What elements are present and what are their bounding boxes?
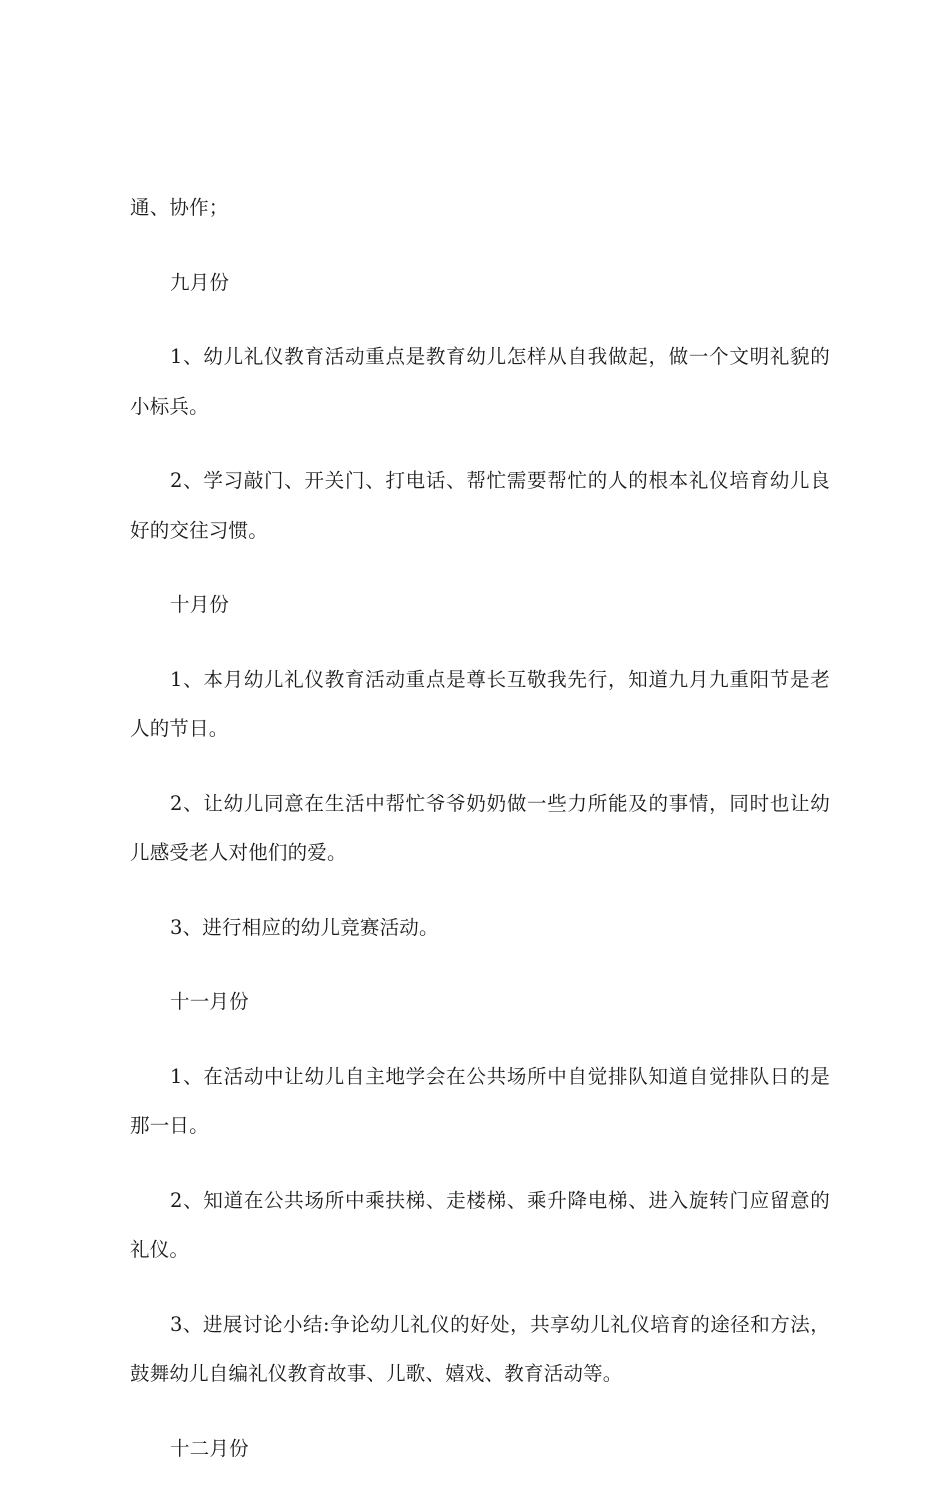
list-item: 2、学习敲门、开关门、打电话、帮忙需要帮忙的人的根本礼仪培育幼儿良好的交往习惯。 <box>130 469 830 542</box>
section-heading-december: 十二月份 <box>170 1436 249 1460</box>
list-item: 1、幼儿礼仪教育活动重点是教育幼儿怎样从自我做起，做一个文明礼貌的小标兵。 <box>130 345 830 418</box>
section-heading-november: 十一月份 <box>170 990 249 1013</box>
list-item: 2、让幼儿同意在生活中帮忙爷爷奶奶做一些力所能及的事情，同时也让幼儿感受老人对他们的爱。 <box>130 791 830 864</box>
list-item: 3、进展讨论小结:争论幼儿礼仪的好处，共享幼儿礼仪培育的途径和方法，鼓舞幼儿自编礼仪教育故事、儿歌、嬉戏、教育活动等。 <box>130 1312 830 1385</box>
list-item: 1、本月幼儿礼仪教育活动重点是尊长互敬我先行，知道九月九重阳节是老人的节日。 <box>130 667 830 740</box>
list-item: 1、在活动中让幼儿自主地学会在公共场所中自觉排队知道自觉排队日的是那一日。 <box>130 1064 830 1137</box>
document-body <box>130 183 830 1498</box>
list-item: 3、进行相应的幼儿竞赛活动。 <box>170 915 439 939</box>
section-heading-october: 十月份 <box>170 593 230 616</box>
list-item: 2、知道在公共场所中乘扶梯、走楼梯、乘升降电梯、进入旋转门应留意的礼仪。 <box>130 1188 830 1261</box>
paragraph-continuation: 通、协作； <box>130 196 229 219</box>
section-heading-september: 九月份 <box>170 270 230 294</box>
